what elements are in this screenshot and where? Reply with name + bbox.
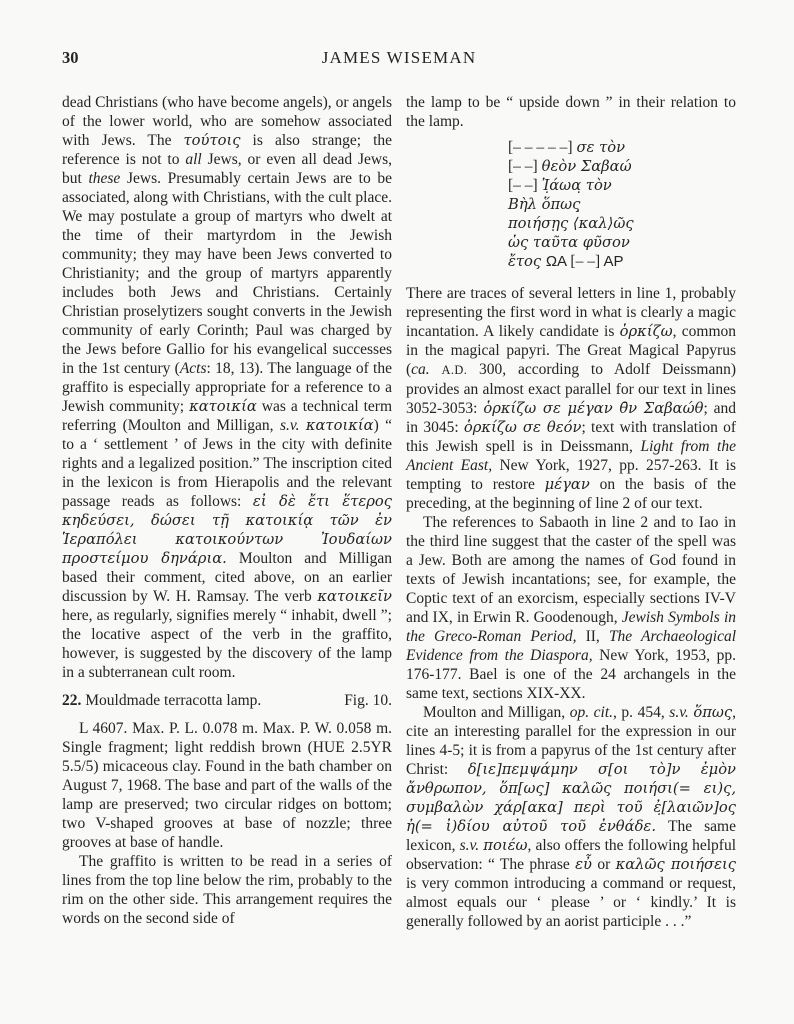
text-run: [– –] xyxy=(570,253,601,270)
entry-title: 22. Mouldmade terracotta lamp. xyxy=(62,692,262,709)
inscription-line xyxy=(508,157,736,176)
text-run: [– –] xyxy=(508,177,542,194)
greek-text-run: θεὸν Σαβαώ xyxy=(541,158,632,175)
text-run: , common in the magical papyri. The Great Magical Papyrus ( xyxy=(406,323,736,378)
text-run: all xyxy=(185,151,202,168)
text-run: , also offers the following helpful observation: “ The phrase xyxy=(406,837,737,873)
greek-text-run: Βὴλ ὅπως̣ xyxy=(508,196,581,213)
text-run: Moulton and Milligan based their comment, cited above, on an earlier discussion by W. H. Ramsay. The verb xyxy=(62,550,392,605)
text-run: There are traces of several letters in line 1, probably representing the first word in what is clearly a magic incantation. A likely candidate is xyxy=(406,285,736,340)
paragraph xyxy=(62,93,392,682)
text-run: s.v. xyxy=(669,704,689,721)
page-number: 30 xyxy=(62,48,79,67)
text-run: op. cit. xyxy=(569,704,613,721)
text-run: Jewish Symbols in the Greco-Roman Period, xyxy=(406,609,736,645)
paragraph xyxy=(62,852,392,928)
text-run: ΑΡ xyxy=(600,253,624,270)
text-run: : 18, 13). The language of the graffito is especially appropriate for a reference to a Jewish community; xyxy=(62,360,392,415)
text-run xyxy=(430,361,442,378)
text-run: A.D. xyxy=(441,363,468,377)
greek-text-run: εἰ δὲ ἔτι ἕτερος κηδεύσει, δώσει τῇ κατοικίᾳ τῶν ἐν Ἱεραπόλει κατοικούντων Ἰουδαίων προστείμου δηνάρια. xyxy=(62,493,392,567)
greek-text-run: ὁρκίζω σε μέγαν θ̄ν Σαβαώθ xyxy=(483,400,704,417)
greek-text-run: ὅπως xyxy=(693,704,733,721)
text-run: here, as regularly, signifies merely “ inhabit, dwell ”; the locative aspect of the verb in the graffito, however, is suggested by the discovery of the lamp in a subterranean cult room. xyxy=(62,607,392,681)
greek-text-run: ὡς ταῦτα φῦσον xyxy=(508,234,630,251)
left-column xyxy=(62,93,392,931)
text-run: or xyxy=(592,856,616,873)
text-columns xyxy=(62,93,736,931)
text-run: ; text with translation of this Jewish spell is in Deissmann, xyxy=(406,419,736,455)
greek-text-run: καλῶς ποιήσεις xyxy=(615,856,736,873)
text-run: the lamp to be “ upside down ” in their relation to the lamp. xyxy=(406,94,736,130)
greek-text-run: μέγαν xyxy=(544,476,590,493)
text-run: The references to Sabaoth in line 2 and to Iao in the third line suggest that the caster of the spell was a Jew. Both are among the names of God found in texts of Jewish incantations; see, for example, the Coptic text of an exorcism, especially sections IV-V and IX, in Erwin R. Goodenough, xyxy=(406,514,736,626)
text-run: on the basis of the preceding, at the beginning of line 2 of our text. xyxy=(406,476,736,512)
greek-text-run: κατοικία xyxy=(189,398,257,415)
paragraph xyxy=(406,284,736,513)
right-column xyxy=(406,93,736,931)
paragraph xyxy=(62,719,392,852)
paragraph xyxy=(406,93,736,131)
text-run: ; and in 3045: xyxy=(406,400,736,436)
text-run: s.v. xyxy=(279,417,300,434)
text-run: The Archaeological Evidence from the Diaspora, xyxy=(406,628,737,664)
greek-text-run: δ[ιε]πεμψάμην σ[οι τὸ]ν ἐμὸν ἄνθρωπον, ὅπ[ως] καλῶς ποιήσι(= ει)ς, συμβαλὼν χάρ[ακα] περὶ τοῦ ἐ̣[λαιῶν]ος ἠ(= ἰ)δίου αὐτοῦ τοῦ ἐνθάδε. xyxy=(406,761,736,835)
greek-text-run: Ἰ̣άωα̣ τὸν xyxy=(541,177,612,194)
inscription-line xyxy=(508,252,736,271)
text-run: Moulton and Milligan, xyxy=(423,704,570,721)
text-run: New York, 1953, pp. 176-177. Bael is one of the 24 archangels in the same text, sections XIX-XX. xyxy=(406,647,736,702)
greek-inscription xyxy=(508,138,736,271)
text-run: Jews. Presumably certain Jews are to be associated, along with Christians, with the cult place. We may postulate a group of martyrs who dwelt at the time of their martyrdom in the Jewish community; they may have been Jews converted to Christianity; and the group of martyrs apparently includes both Jews and Christians. Certainly Christian proselytizers sought converts in the Jewish community of early Corinth; Paul was charged by the Jews before Gallio for his evangelical successes in the 1st century ( xyxy=(62,170,393,377)
inscription-line xyxy=(508,138,736,157)
text-run: dead Christians (who have become angels), or angels of the lower world, who are somehow associated with Jews. The xyxy=(62,94,392,149)
text-run: these xyxy=(88,170,121,187)
text-run: Light from the Ancient East, xyxy=(406,438,736,474)
greek-text-run: ὁρκίζω σε θεόν xyxy=(463,419,582,436)
text-run: is very common introducing a command or request, almost equals our ‘ please ’ or ‘ kindly.’ It is generally followed by an aorist participle . . .” xyxy=(406,875,736,930)
paragraph xyxy=(406,513,736,703)
text-run: , p. 454, xyxy=(613,704,670,721)
inscription-line xyxy=(508,195,736,214)
greek-text-run: σε τὸν xyxy=(576,139,626,156)
text-run: ) “ to a ‘ settlement ’ of Jews in the city with definite rights and a legalized position.” The inscription cited in the lexicon is from Hierapolis and the relevant passage reads as follows: xyxy=(62,417,392,510)
text-run: The same lexicon, xyxy=(406,818,736,854)
text-run: Acts xyxy=(179,360,207,377)
text-run: s.v. xyxy=(459,837,480,854)
greek-text-run: ὁρκίζω xyxy=(619,323,673,340)
text-run: ca. xyxy=(411,361,430,378)
paragraph xyxy=(406,703,736,931)
greek-text-run: κατοικεῖν xyxy=(317,588,392,605)
running-head: JAMES WISEMAN xyxy=(321,48,477,67)
inscription-line xyxy=(508,214,736,233)
greek-text-run: εὖ xyxy=(575,856,592,873)
text-run: The graffito is written to be read in a series of lines from the top line below the rim, probably to the rim on the other side. This arrangement requires the words on the second side of xyxy=(62,853,392,927)
inscription-line xyxy=(508,176,736,195)
greek-text-run: τούτοις xyxy=(183,132,241,149)
text-run: , cite an interesting parallel for the expression in our lines 4-5; it is from a papyrus of the 1st century after Christ: xyxy=(406,704,737,778)
text-run: [– – – – –] xyxy=(508,139,577,156)
text-run: New York, 1927, pp. 257-263. It is tempting to restore xyxy=(406,457,736,493)
entry-number: 22. xyxy=(62,692,82,709)
text-run: Jews, or even all dead Jews, but xyxy=(62,151,392,187)
greek-text-run: ἔτος xyxy=(508,253,546,270)
greek-text-run: ποιέω xyxy=(483,837,528,854)
text-run: was a technical term referring (Moulton and Milligan, xyxy=(62,398,393,434)
inscription-line xyxy=(508,233,736,252)
text-run: II, xyxy=(576,628,609,645)
text-run: [– –] xyxy=(508,158,542,175)
text-run: L 4607. Max. P. L. 0.078 m. Max. P. W. 0.058 m. Single fragment; light reddish brown (HUE 2.5YR 5.5/5) micaceous clay. Found in the bath chamber on August 7, 1968. The base and part of the walls of the lamp are preserved; two circular ridges on bottom; two V-shaped grooves at base of nozzle; three grooves at base of handle. xyxy=(62,720,392,851)
greek-text-run: ποιήσῃς ⟨καλ⟩ῶς xyxy=(508,215,634,232)
catalog-entry-heading xyxy=(62,691,392,710)
text-run: 300, according to Adolf Deissmann) provides an almost exact parallel for our text in lines 3052-3053: xyxy=(406,361,736,417)
page-header xyxy=(62,48,736,70)
text-run: ΩΑ xyxy=(545,253,571,270)
text-run: is also strange; the reference is not to xyxy=(62,132,393,168)
greek-text-run: κατοικία xyxy=(305,417,374,434)
figure-reference: Fig. 10. xyxy=(344,692,392,709)
